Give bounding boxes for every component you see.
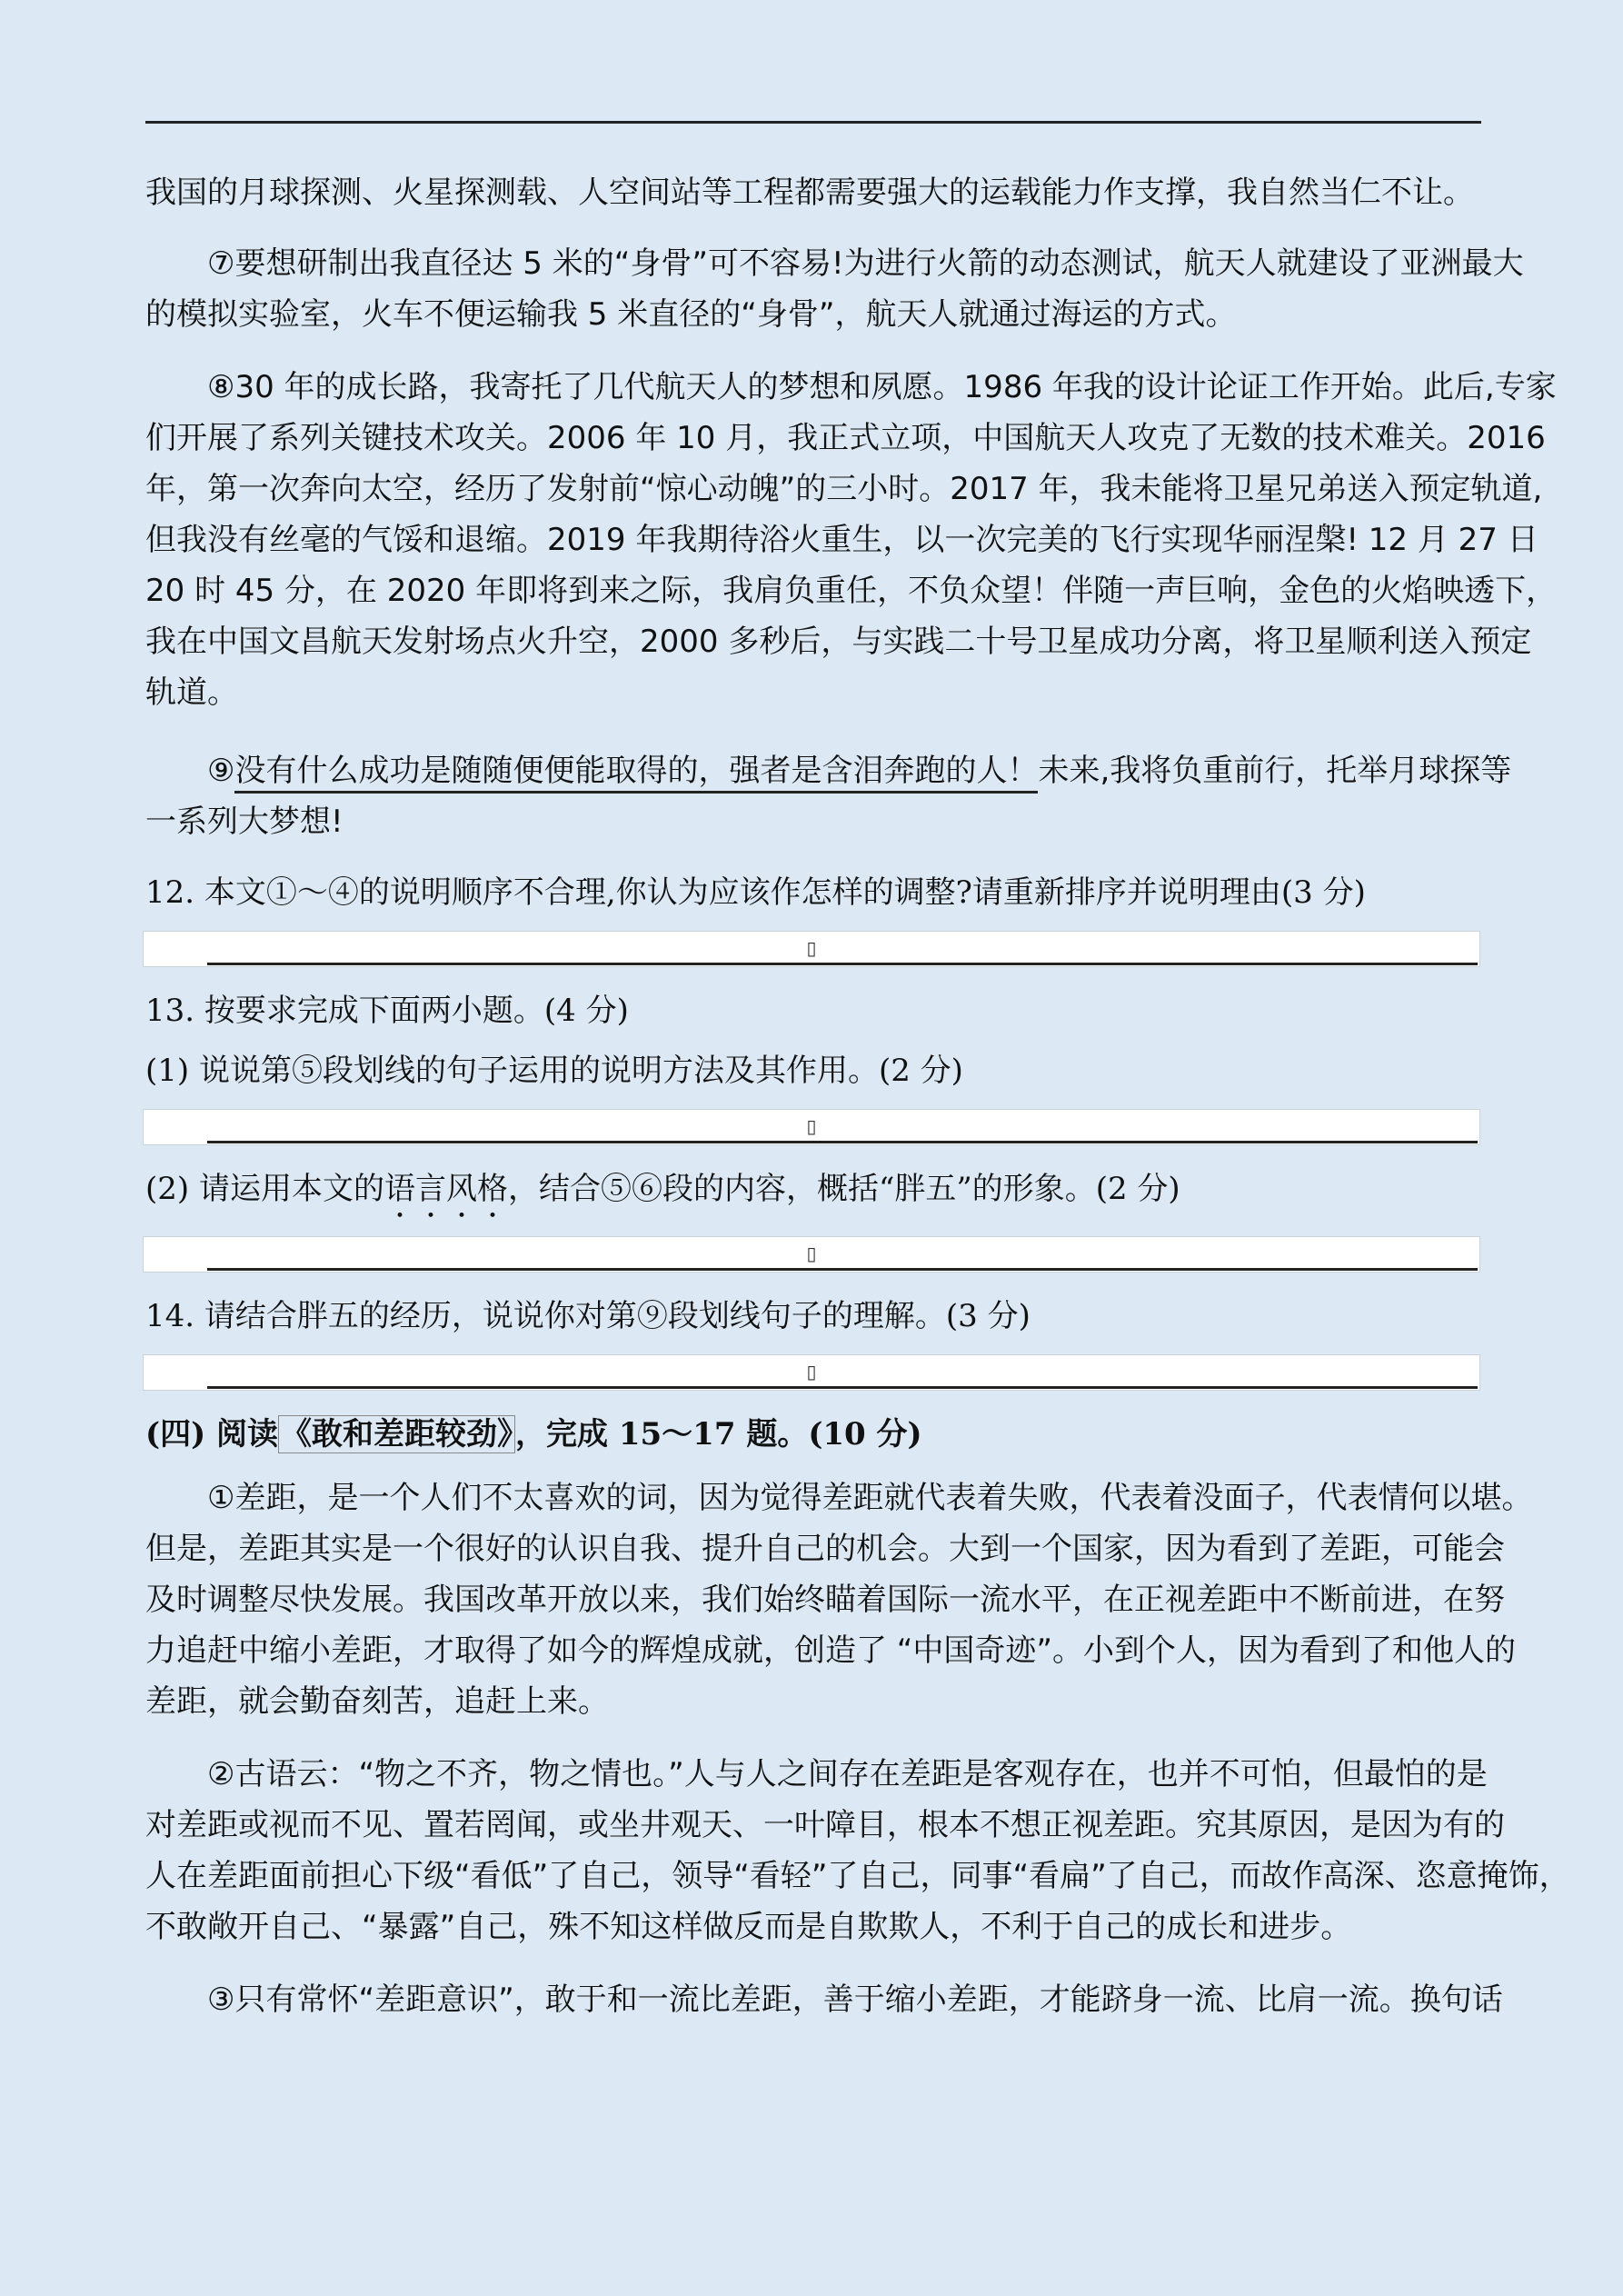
question-13-2-suffix: ，结合⑤⑥段的内容，概括“胖五”的形象。(2 分) <box>507 1171 1180 1207</box>
passage-b-p1-line-3: 及时调整尽快发展。我国改革开放以来，我们始终瞄着国际一流水平，在正视差距中不断前进，在努 <box>145 1582 1505 1618</box>
paragraph-8-line-2: 们开展了系列关键技术攻关。2006 年 10 月，我正式立项，中国航天人攻克了无数的技术难关。2016 <box>145 420 1546 456</box>
section-4-article-title: 《敢和差距较劲》 <box>278 1415 515 1453</box>
paragraph-6-tail: 我国的月球探测、火星探测载、人空间站等工程都需要强大的运载能力作支撑，我自然当仁不让。 <box>145 175 1474 211</box>
paragraph-8-line-1: ⑧30 年的成长路，我寄托了几代航天人的梦想和夙愿。1986 年我的设计论证工作开始。此后,专家 <box>207 369 1557 405</box>
passage-b-p1-line-5: 差距，就会勤奋刻苦，追赶上来。 <box>145 1683 609 1720</box>
answer-line <box>207 1386 1478 1389</box>
passage-b-p1-line-2: 但是，差距其实是一个很好的认识自我、提升自己的机会。大到一个国家，因为看到了差距，可能会 <box>145 1531 1505 1567</box>
answer-placeholder-icon: ▯ <box>806 1243 817 1264</box>
question-13-2-emphasis: 语言风格 <box>383 1171 508 1207</box>
passage-b-p2-line-1: ②古语云：“物之不齐，物之情也。”人与人之间存在差距是客观存在，也并不可怕，但最怕的是 <box>207 1756 1488 1792</box>
answer-line <box>207 963 1478 965</box>
passage-b-p2-line-3: 人在差距面前担心下级“看低”了自己，领导“看轻”了自己，同事“看扁”了自己，而故作高深、恣意掩饰， <box>145 1858 1570 1894</box>
paragraph-8-line-7: 轨道。 <box>145 674 238 711</box>
section-4-prefix: (四) 阅读 <box>145 1416 279 1452</box>
question-12: 12. 本文①～④的说明顺序不合理,你认为应该作怎样的调整?请重新排序并说明理由(3 分) <box>145 874 1366 911</box>
section-4-suffix: ，完成 15～17 题。(10 分) <box>515 1416 922 1452</box>
passage-b-p1-line-1: ①差距，是一个人们不太喜欢的词，因为觉得差距就代表着失败，代表着没面子，代表情何以堪。 <box>207 1480 1533 1516</box>
question-14: 14. 请结合胖五的经历，说说你对第⑨段划线句子的理解。(3 分) <box>145 1298 1031 1334</box>
answer-field-14[interactable] <box>143 1354 1480 1391</box>
passage-b-p2-line-2: 对差距或视而不见、置若罔闻，或坐井观天、一叶障目，根本不想正视差距。究其原因，是因为有的 <box>145 1807 1505 1843</box>
paragraph-7-line-2: 的模拟实验室，火车不便运输我 5 米直径的“身骨”，航天人就通过海运的方式。 <box>145 296 1237 333</box>
paragraph-8-line-4: 但我没有丝毫的气馁和退缩。2019 年我期待浴火重生，以一次完美的飞行实现华丽涅槃! 12 月 27 日 <box>145 522 1538 558</box>
paragraph-9-number: ⑨ <box>207 753 235 789</box>
answer-field-12[interactable] <box>143 931 1480 967</box>
paragraph-7-line-1: ⑦要想研制出我直径达 5 米的“身骨”可不容易!为进行火箭的动态测试，航天人就建设了亚洲最大 <box>207 245 1524 282</box>
paragraph-8-line-6: 我在中国文昌航天发射场点火升空，2000 多秒后，与实践二十号卫星成功分离，将卫星顺利送入预定 <box>145 624 1532 660</box>
paragraph-8-line-3: 年，第一次奔向太空，经历了发射前“惊心动魄”的三小时。2017 年，我未能将卫星兄弟送入预定轨道, <box>145 471 1543 507</box>
passage-b-p2-line-4: 不敢敞开自己、“暴露”自己，殊不知这样做反而是自欺欺人，不利于自己的成长和进步。 <box>145 1909 1352 1945</box>
answer-line <box>207 1268 1478 1271</box>
paragraph-9-line-2: 一系列大梦想! <box>145 804 344 840</box>
answer-line <box>207 1141 1478 1143</box>
question-13-2-prefix: (2) 请运用本文的 <box>145 1171 384 1207</box>
paragraph-8-line-5: 20 时 45 分，在 2020 年即将到来之际，我肩负重任，不负众望！伴随一声巨响，金色的火焰映透下， <box>145 573 1558 609</box>
question-13-1: (1) 说说第⑤段划线的句子运用的说明方法及其作用。(2 分) <box>145 1053 963 1089</box>
answer-placeholder-icon: ▯ <box>806 937 817 959</box>
question-13: 13. 按要求完成下面两小题。(4 分) <box>145 993 629 1029</box>
question-13-2 <box>145 1163 1481 1225</box>
section-4-heading <box>145 1409 1481 1460</box>
passage-b-p3-line-1: ③只有常怀“差距意识”，敢于和一流比差距，善于缩小差距，才能跻身一流、比肩一流。换句话 <box>207 1982 1503 2018</box>
paragraph-9-line-1 <box>145 745 1512 796</box>
header-rule <box>145 121 1481 124</box>
answer-field-13-2[interactable] <box>143 1236 1480 1273</box>
passage-b-p1-line-4: 力追赶中缩小差距，才取得了如今的辉煌成就，创造了 “中国奇迹”。小到个人，因为看到了和他人的 <box>145 1632 1517 1669</box>
answer-placeholder-icon: ▯ <box>806 1361 817 1383</box>
paragraph-9-underlined-sentence: 没有什么成功是随随便便能取得的，强者是含泪奔跑的人！ <box>234 753 1038 794</box>
paragraph-9-rest: 未来,我将负重前行，托举月球探等 <box>1038 753 1512 789</box>
answer-placeholder-icon: ▯ <box>806 1115 817 1137</box>
answer-field-13-1[interactable] <box>143 1109 1480 1145</box>
